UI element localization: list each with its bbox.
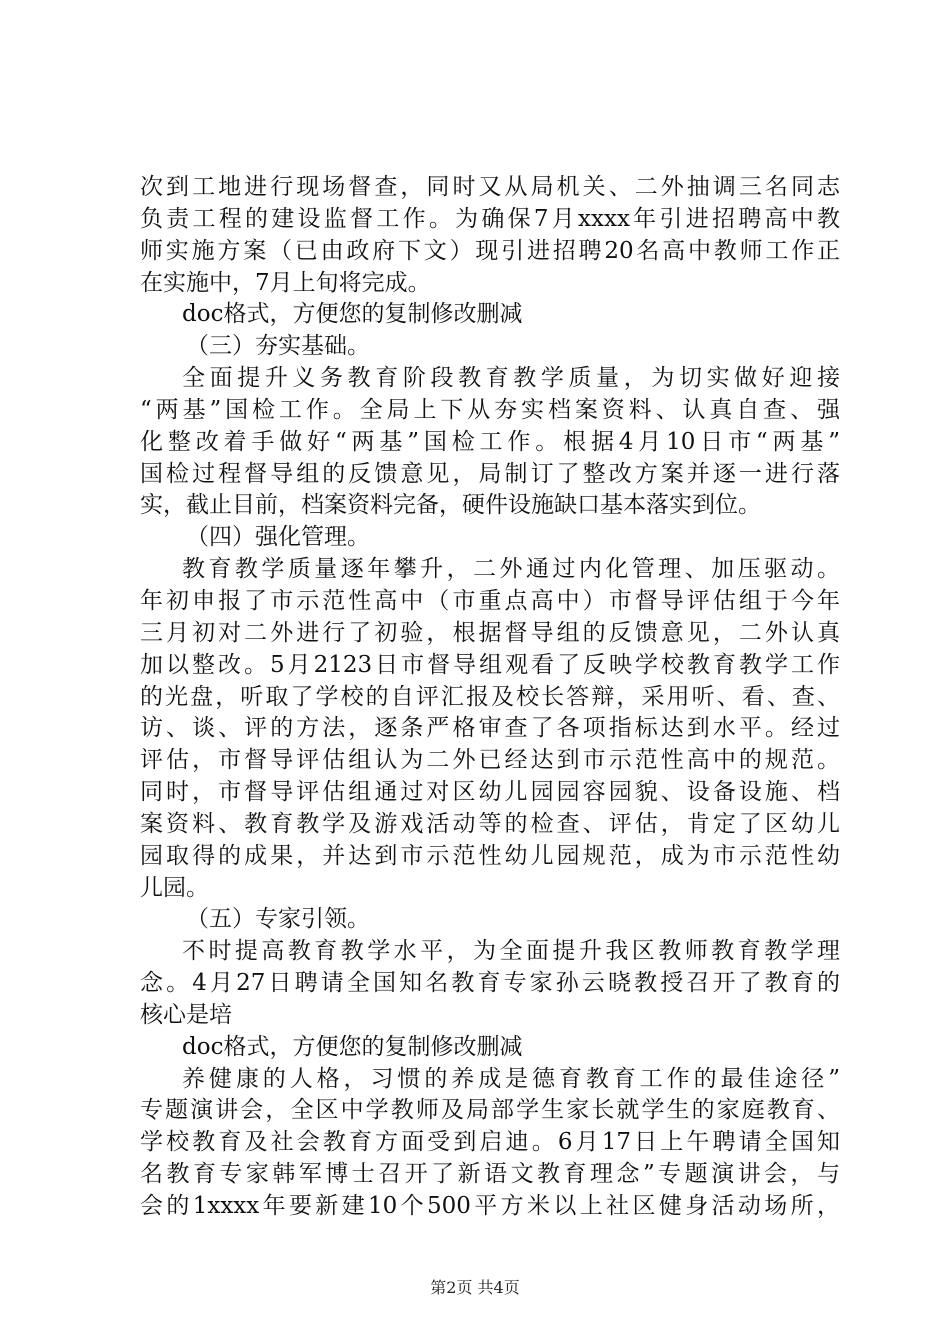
text-line: 教育教学质量逐年攀升，二外通过内化管理、加压驱动。: [182, 556, 840, 583]
body-text: [140, 172, 840, 1223]
text-line: 年初申报了市示范性高中（市重点高中）市督导评估组于今年: [140, 587, 840, 614]
text-line: 实，截止目前，档案资料完备，硬件设施缺口基本落实到位。: [140, 492, 761, 519]
text-line: 园取得的成果，并达到市示范性幼儿园规范，成为市示范性幼: [140, 842, 840, 869]
page-number-footer: 第2页 共4页: [430, 1278, 520, 1297]
text-line: 同时，市督导评估组通过对区幼儿园园容园貌、设备设施、档: [140, 779, 840, 806]
section-heading: （四）强化管理。: [186, 524, 370, 551]
text-line: 加以整改。5月2123日市督导组观看了反映学校教育教学工作: [140, 651, 840, 678]
text-line: 化整改着手做好“两基”国检工作。根据4月10日市“两基”: [140, 428, 840, 455]
text-line: 全面提升义务教育阶段教育教学质量，为切实做好迎接: [182, 365, 840, 392]
text-line: 三月初对二外进行了初验，根据督导组的反馈意见，二外认真: [140, 619, 840, 646]
text-line: 不时提高教育教学水平，为全面提升我区教师教育教学理: [182, 938, 840, 965]
text-line: 名教育专家韩军博士召开了新语文教育理念”专题演讲会，与: [140, 1161, 840, 1188]
text-line: 养健康的人格，习惯的养成是德育教育工作的最佳途径”: [182, 1065, 840, 1092]
text-line: 负责工程的建设监督工作。为确保7月xxxx年引进招聘高中教: [140, 205, 840, 232]
text-line: 国检过程督导组的反馈意见，局制订了整改方案并逐一进行落: [140, 460, 840, 487]
text-line: 师实施方案（已由政府下文）现引进招聘20名高中教师工作正: [140, 237, 840, 264]
text-line: 会的1xxxx年要新建10个500平方米以上社区健身活动场所，: [140, 1193, 840, 1219]
text-line: 在实施中，7月上旬将完成。: [140, 269, 431, 296]
text-line: 次到工地进行现场督查，同时又从局机关、二外抽调三名同志: [140, 174, 840, 200]
text-line: 儿园。: [140, 874, 209, 901]
text-line: 念。4月27日聘请全国知名教育专家孙云晓教授召开了教育的: [140, 970, 840, 997]
doc-format-note: doc格式，方便您的复制修改删减: [182, 301, 523, 328]
text-line: 核心是培: [140, 1001, 232, 1028]
doc-format-note: doc格式，方便您的复制修改删减: [182, 1033, 523, 1060]
section-heading: （五）专家引领。: [186, 906, 370, 933]
text-line: 案资料、教育教学及游戏活动等的检查、评估，肯定了区幼儿: [140, 810, 840, 837]
text-line: 访、谈、评的方法，逐条严格审查了各项指标达到水平。经过: [140, 715, 840, 742]
text-line: “两基”国检工作。全局上下从夯实档案资料、认真自查、强: [140, 396, 840, 423]
text-line: 学校教育及社会教育方面受到启迪。6月17日上午聘请全国知: [140, 1129, 840, 1156]
text-line: 专题演讲会，全区中学教师及局部学生家长就学生的家庭教育、: [140, 1097, 840, 1124]
section-heading: （三）夯实基础。: [186, 333, 370, 360]
text-line: 的光盘，听取了学校的自评汇报及校长答辩，采用听、看、查、: [140, 683, 840, 710]
text-line: 评估，市督导评估组认为二外已经达到市示范性高中的规范。: [140, 747, 840, 774]
